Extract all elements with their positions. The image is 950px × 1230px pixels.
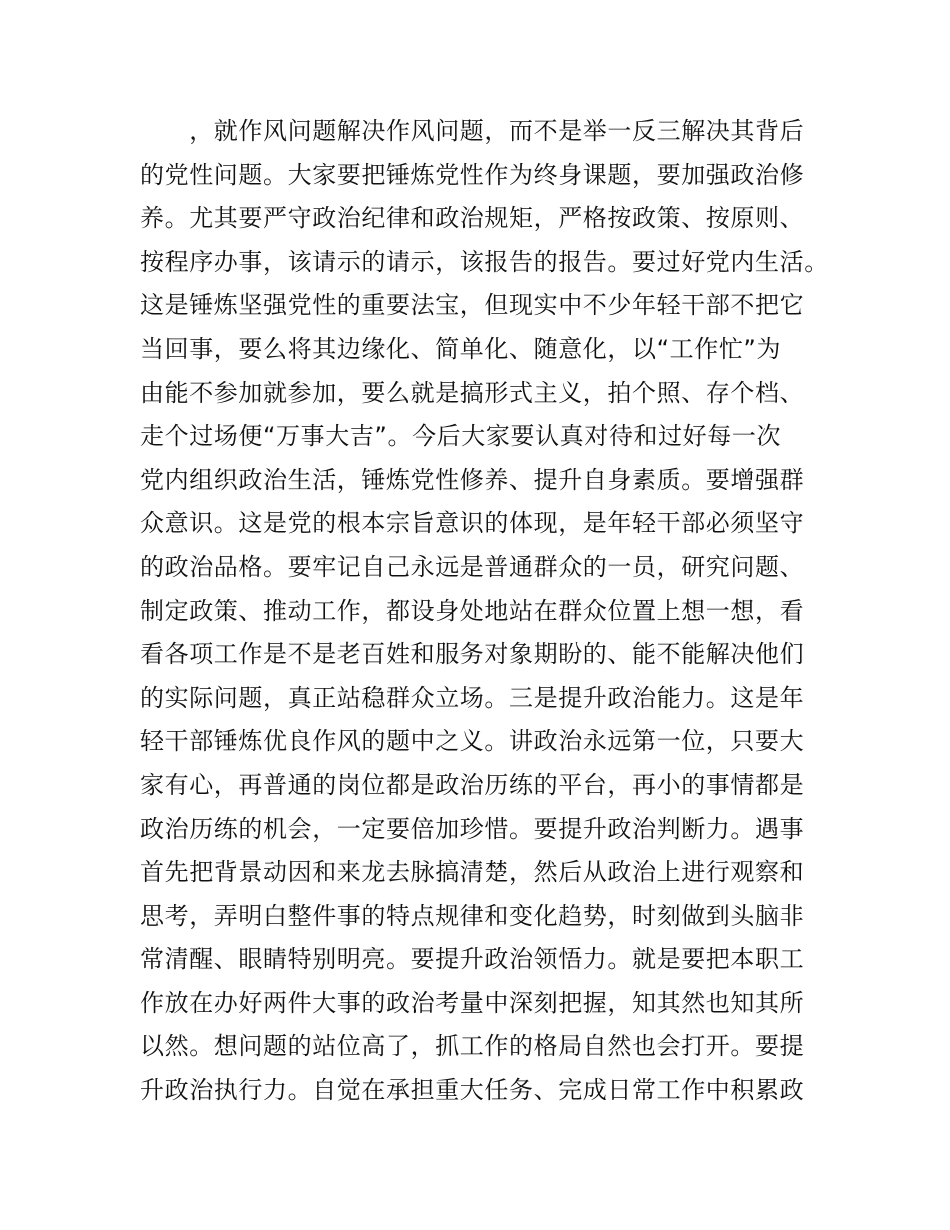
- text-line: 养。尤其要严守政治纪律和政治规矩，严格按政策、按原则、: [140, 204, 805, 233]
- text-line: 思考，弄明白整件事的特点规律和变化趋势，时刻做到头脑非: [140, 901, 805, 930]
- text-line: 党内组织政治生活，锤炼党性修养、提升自身素质。要增强群: [140, 465, 805, 494]
- text-line: 的实际问题，真正站稳群众立场。三是提升政治能力。这是年: [140, 683, 805, 712]
- text-line: 升政治执行力。自觉在承担重大任务、完成日常工作中积累政: [140, 1076, 805, 1105]
- text-line: 按程序办事，该请示的请示，该报告的报告。要过好党内生活。: [140, 247, 829, 276]
- text-line: 作放在办好两件大事的政治考量中深刻把握，知其然也知其所: [140, 988, 805, 1017]
- text-line: 政治历练的机会，一定要倍加珍惜。要提升政治判断力。遇事: [140, 814, 805, 843]
- text-line: 常清醒、眼睛特别明亮。要提升政治领悟力。就是要把本职工: [140, 945, 805, 974]
- text-line: 家有心，再普通的岗位都是政治历练的平台，再小的事情都是: [140, 770, 805, 799]
- text-line: 轻干部锤炼优良作风的题中之义。讲政治永远第一位，只要大: [140, 727, 805, 756]
- body-text: [140, 110, 840, 1113]
- text-line: ，就作风问题解决作风问题，而不是举一反三解决其背后: [140, 117, 805, 145]
- text-line: 以然。想问题的站位高了，抓工作的格局自然也会打开。要提: [140, 1032, 805, 1061]
- text-line: 的党性问题。大家要把锤炼党性作为终身课题，要加强政治修: [140, 160, 805, 189]
- text-line: 由能不参加就参加，要么就是搞形式主义，拍个照、存个档、: [140, 378, 805, 407]
- text-line: 走个过场便“万事大吉”。今后大家要认真对待和过好每一次: [140, 422, 782, 451]
- text-line: 众意识。这是党的根本宗旨意识的体现，是年轻干部必须坚守: [140, 509, 805, 538]
- text-line: 当回事，要么将其边缘化、简单化、随意化，以“工作忙”为: [140, 334, 782, 363]
- text-line: 看各项工作是不是老百姓和服务对象期盼的、能不能解决他们: [140, 640, 805, 669]
- text-line: 首先把背景动因和来龙去脉搞清楚，然后从政治上进行观察和: [140, 858, 805, 887]
- text-line: 制定政策、推动工作，都设身处地站在群众位置上想一想，看: [140, 596, 805, 625]
- text-line: 的政治品格。要牢记自己永远是普通群众的一员，研究问题、: [140, 552, 805, 581]
- text-line: 这是锤炼坚强党性的重要法宝，但现实中不少年轻干部不把它: [140, 291, 805, 320]
